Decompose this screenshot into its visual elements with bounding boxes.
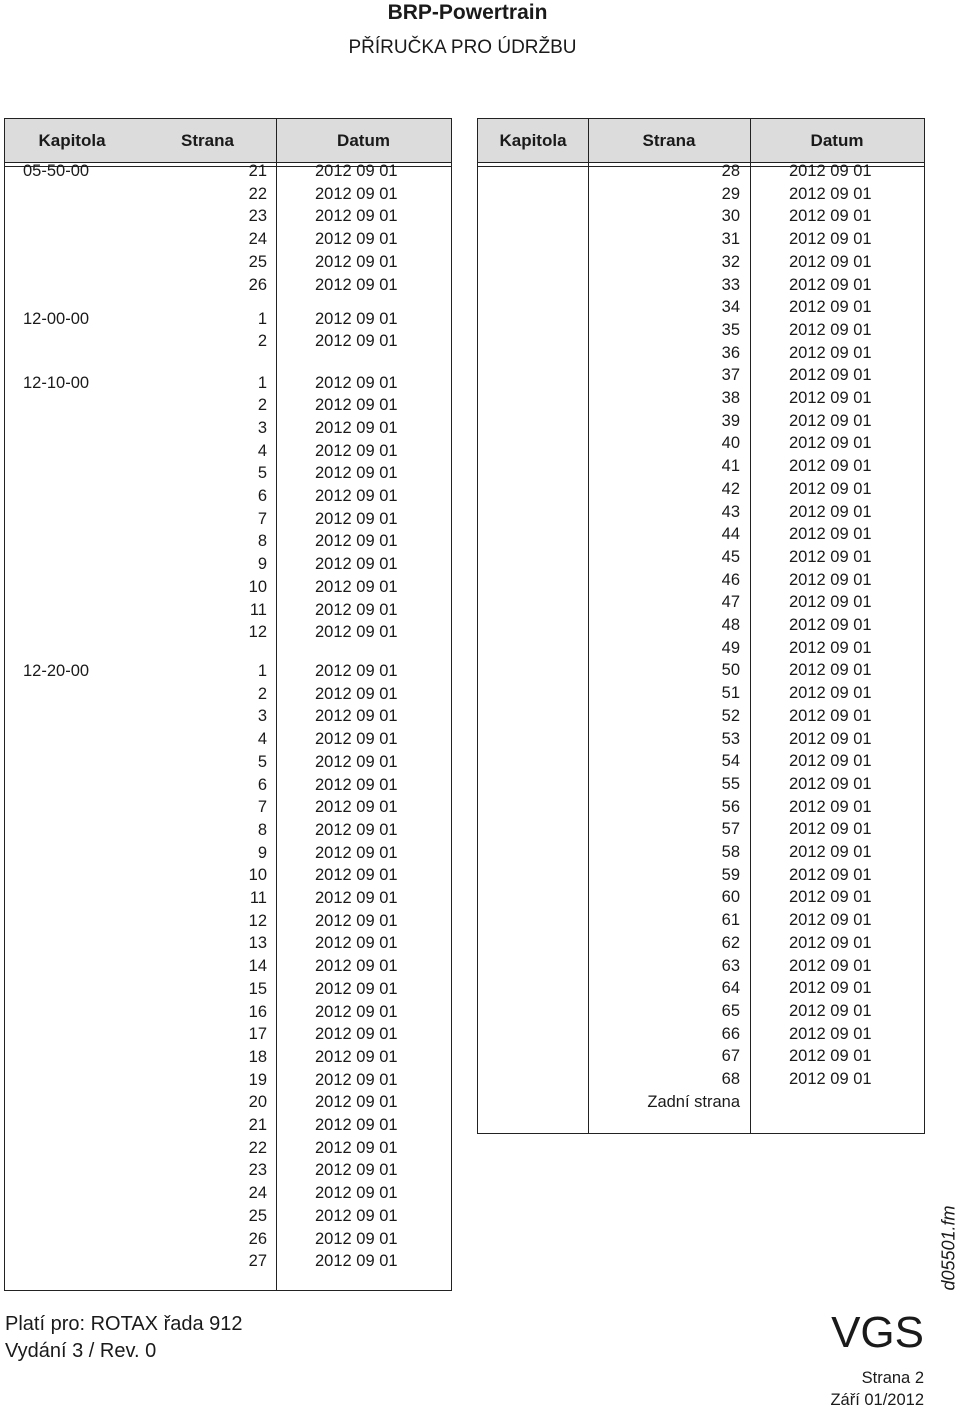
page-number: 66	[721, 1024, 740, 1043]
valid-for-text: Platí pro: ROTAX řada 912	[5, 1313, 243, 1335]
page-number: 22	[248, 1138, 267, 1157]
page-number: 1	[257, 373, 267, 392]
page-number: 51	[721, 684, 740, 703]
date-value: 2012 09 01	[789, 684, 872, 703]
date-value: 2012 09 01	[789, 1001, 872, 1020]
date-value: 2012 09 01	[315, 1002, 398, 1021]
page-number: 62	[721, 933, 740, 952]
date-value: 2012 09 01	[789, 820, 872, 839]
date-value: 2012 09 01	[315, 1229, 398, 1248]
date-value: 2012 09 01	[789, 275, 872, 294]
date-value: 2012 09 01	[315, 184, 398, 203]
page-number: 31	[721, 230, 740, 249]
date-value: 2012 09 01	[789, 638, 872, 657]
page-number: 41	[721, 457, 740, 476]
document-title: BRP-Powertrain	[387, 1, 548, 24]
page-number: 28	[721, 162, 740, 180]
table-header	[5, 119, 451, 163]
date-value: 2012 09 01	[315, 752, 398, 771]
page-number: 36	[721, 343, 740, 362]
page-number: 25	[248, 252, 267, 271]
date-value: 2012 09 01	[315, 662, 398, 680]
page-number: 10	[248, 866, 267, 885]
date-value: 2012 09 01	[315, 843, 398, 862]
date-value: 2012 09 01	[789, 865, 872, 884]
page-number: 27	[248, 1252, 267, 1271]
date-value: 2012 09 01	[789, 184, 872, 203]
date-value: 2012 09 01	[315, 684, 398, 703]
page-number: 7	[257, 509, 267, 528]
date-value: 2012 09 01	[315, 441, 398, 460]
date-value: 2012 09 01	[789, 366, 872, 385]
date-value: 2012 09 01	[315, 1184, 398, 1203]
page-number: 20	[248, 1093, 267, 1112]
page-number: 58	[721, 843, 740, 861]
header-date: Datum	[810, 131, 864, 150]
page-number: 6	[257, 775, 267, 794]
page-number: 21	[248, 1116, 267, 1134]
date-value: 2012 09 01	[789, 593, 872, 612]
date-value: 2012 09 01	[315, 1070, 398, 1089]
page-number: 4	[257, 441, 267, 460]
date-value: 2012 09 01	[789, 411, 872, 430]
page-number: 50	[721, 661, 740, 680]
date-value: 2012 09 01	[789, 729, 872, 748]
date-value: 2012 09 01	[789, 752, 872, 771]
page-number: 47	[721, 593, 740, 612]
date-value: 2012 09 01	[789, 661, 872, 680]
page-number: 48	[721, 616, 740, 634]
page-number: 30	[721, 207, 740, 226]
page-number: 9	[257, 555, 267, 574]
page-number: 42	[721, 479, 740, 498]
page-number: 3	[257, 418, 267, 437]
date-value: 2012 09 01	[315, 1138, 398, 1157]
date-value: 2012 09 01	[315, 555, 398, 574]
date-value: 2012 09 01	[789, 888, 872, 907]
page-number: 34	[721, 298, 740, 317]
page-number: 26	[248, 275, 267, 294]
header-chapter: Kapitola	[38, 131, 106, 150]
header-date: Datum	[337, 131, 390, 150]
page-number: 4	[257, 730, 267, 749]
date-value: 2012 09 01	[789, 1047, 872, 1066]
page-number: 52	[721, 706, 740, 725]
date-value: 2012 09 01	[789, 797, 872, 816]
date-value: 2012 09 01	[315, 577, 398, 596]
page-number: 49	[721, 638, 740, 657]
date-value: 2012 09 01	[315, 162, 398, 180]
page-label: Strana 2	[861, 1369, 924, 1387]
page-number: 13	[248, 934, 267, 953]
page-number: 18	[248, 1047, 267, 1066]
page-number: 23	[248, 1161, 267, 1180]
page-number: 55	[721, 774, 740, 793]
page-number: 22	[248, 184, 267, 203]
page-number: 29	[721, 184, 740, 203]
page-number: 12	[248, 623, 267, 642]
page-number: 17	[248, 1025, 267, 1044]
date-value: 2012 09 01	[789, 343, 872, 362]
page-number: 26	[248, 1229, 267, 1248]
date-value: 2012 09 01	[315, 532, 398, 551]
date-value: 2012 09 01	[315, 373, 398, 392]
revision-table-right	[477, 118, 925, 1134]
date-value: 2012 09 01	[315, 775, 398, 794]
date-value: 2012 09 01	[315, 979, 398, 998]
date-value: 2012 09 01	[315, 730, 398, 749]
date-value: 2012 09 01	[315, 1206, 398, 1225]
edition-text: Vydání 3 / Rev. 0	[5, 1340, 157, 1362]
page-number: 2	[257, 684, 267, 703]
date-value: 2012 09 01	[789, 298, 872, 317]
date-value: 2012 09 01	[315, 889, 398, 907]
date-value: 2012 09 01	[789, 525, 872, 544]
page-number: 57	[721, 820, 740, 839]
page-number: 16	[248, 1002, 267, 1021]
date-value: 2012 09 01	[789, 434, 872, 453]
date-value: 2012 09 01	[315, 252, 398, 271]
date-value: 2012 09 01	[315, 820, 398, 839]
date-value: 2012 09 01	[315, 798, 398, 817]
page-number: 5	[257, 752, 267, 771]
page-number: 11	[249, 889, 267, 907]
page-number: 37	[721, 366, 740, 385]
page-number: 24	[248, 230, 267, 249]
date-value: 2012 09 01	[315, 275, 398, 294]
page-number: 5	[257, 464, 267, 483]
header-page: Strana	[642, 131, 696, 150]
page-number: 65	[721, 1001, 740, 1020]
column-divider	[588, 119, 589, 1133]
date-value: 2012 09 01	[315, 707, 398, 726]
chapter-label: 05-50-00	[23, 162, 90, 180]
page-number: 19	[248, 1070, 267, 1089]
date-value: 2012 09 01	[315, 487, 398, 505]
file-id: d05501.fm	[938, 1205, 959, 1291]
page-number: 32	[721, 252, 740, 271]
chapter-label: 12-20-00	[23, 662, 90, 680]
date-value: 2012 09 01	[315, 600, 398, 619]
date-value: 2012 09 01	[789, 207, 872, 226]
date-value: 2012 09 01	[789, 616, 872, 634]
page-number: 7	[257, 798, 267, 817]
page-number: 39	[721, 411, 740, 430]
column-divider	[750, 119, 751, 1133]
date-value: 2012 09 01	[315, 309, 398, 328]
page-number: 68	[721, 1070, 740, 1088]
date-value: 2012 09 01	[789, 979, 872, 998]
chapter-label: 12-10-00	[23, 373, 90, 392]
date-value: 2012 09 01	[789, 843, 872, 861]
page-number: 8	[257, 532, 267, 551]
date-value: 2012 09 01	[789, 570, 872, 589]
date-value: 2012 09 01	[789, 479, 872, 498]
page-number: 33	[721, 275, 740, 294]
date-value: 2012 09 01	[789, 911, 872, 930]
page-number: 21	[248, 162, 267, 180]
date-value: 2012 09 01	[315, 934, 398, 953]
page-number: 56	[721, 797, 740, 816]
date-value: 2012 09 01	[315, 623, 398, 642]
date-value: 2012 09 01	[315, 207, 398, 226]
page-number: 15	[248, 979, 267, 998]
date-value: 2012 09 01	[315, 509, 398, 528]
date-value: 2012 09 01	[789, 1070, 872, 1088]
date-value: 2012 09 01	[789, 389, 872, 407]
page-number: 10	[248, 577, 267, 596]
page-number: 9	[257, 843, 267, 862]
revision-table-left	[4, 118, 452, 1291]
vgs-logo: VGS	[831, 1308, 924, 1357]
date-value: 2012 09 01	[789, 162, 872, 180]
date-value: 2012 09 01	[789, 457, 872, 476]
page-number: 46	[721, 570, 740, 589]
date-value: 2012 09 01	[789, 252, 872, 271]
date-value: 2012 09 01	[315, 396, 398, 415]
page-number: 2	[257, 396, 267, 415]
date-value: 2012 09 01	[315, 418, 398, 437]
page-number: 64	[721, 979, 740, 998]
column-divider	[276, 119, 277, 1290]
date-value: 2012 09 01	[789, 547, 872, 566]
date-value: 2012 09 01	[789, 956, 872, 975]
date-value: 2012 09 01	[315, 1025, 398, 1044]
page-number: 44	[721, 525, 740, 544]
page-date: Září 01/2012	[830, 1391, 924, 1409]
page-number: 24	[248, 1184, 267, 1203]
page-number: 8	[257, 820, 267, 839]
page-number: 1	[257, 309, 267, 328]
page-number: 35	[721, 320, 740, 339]
page-number: 60	[721, 888, 740, 907]
date-value: 2012 09 01	[789, 320, 872, 339]
date-value: 2012 09 01	[789, 502, 872, 521]
date-value: 2012 09 01	[315, 866, 398, 885]
page-number: 45	[721, 547, 740, 566]
page-number: 63	[721, 956, 740, 975]
page-number: 38	[721, 389, 740, 407]
page-number: 40	[721, 434, 740, 453]
date-value: 2012 09 01	[789, 1024, 872, 1043]
page-number: 43	[721, 502, 740, 521]
date-value: 2012 09 01	[315, 911, 398, 930]
page-number: Zadní strana	[647, 1092, 740, 1111]
date-value: 2012 09 01	[789, 230, 872, 249]
table-header	[478, 119, 924, 163]
date-value: 2012 09 01	[789, 933, 872, 952]
header-chapter: Kapitola	[499, 131, 567, 150]
page-number: 14	[248, 957, 267, 976]
page-number: 23	[248, 207, 267, 226]
date-value: 2012 09 01	[315, 1252, 398, 1271]
page-number: 11	[249, 600, 267, 619]
page-number: 1	[257, 662, 267, 680]
date-value: 2012 09 01	[315, 230, 398, 249]
page-number: 54	[721, 752, 740, 771]
date-value: 2012 09 01	[315, 332, 398, 351]
date-value: 2012 09 01	[315, 1047, 398, 1066]
document-subtitle: PŘÍRUČKA PRO ÚDRŽBU	[348, 37, 577, 58]
page-number: 53	[721, 729, 740, 748]
date-value: 2012 09 01	[315, 1116, 398, 1134]
page-number: 6	[257, 487, 267, 505]
page-number: 2	[257, 332, 267, 351]
page-number: 25	[248, 1206, 267, 1225]
date-value: 2012 09 01	[315, 464, 398, 483]
date-value: 2012 09 01	[315, 1161, 398, 1180]
date-value: 2012 09 01	[315, 1093, 398, 1112]
chapter-label: 12-00-00	[23, 309, 90, 328]
date-value: 2012 09 01	[789, 706, 872, 725]
page-number: 59	[721, 865, 740, 884]
date-value: 2012 09 01	[789, 774, 872, 793]
page-number: 67	[721, 1047, 740, 1066]
page-number: 61	[721, 911, 740, 930]
date-value: 2012 09 01	[315, 957, 398, 976]
page-number: 12	[248, 911, 267, 930]
page-number: 3	[257, 707, 267, 726]
header-page: Strana	[181, 131, 234, 150]
